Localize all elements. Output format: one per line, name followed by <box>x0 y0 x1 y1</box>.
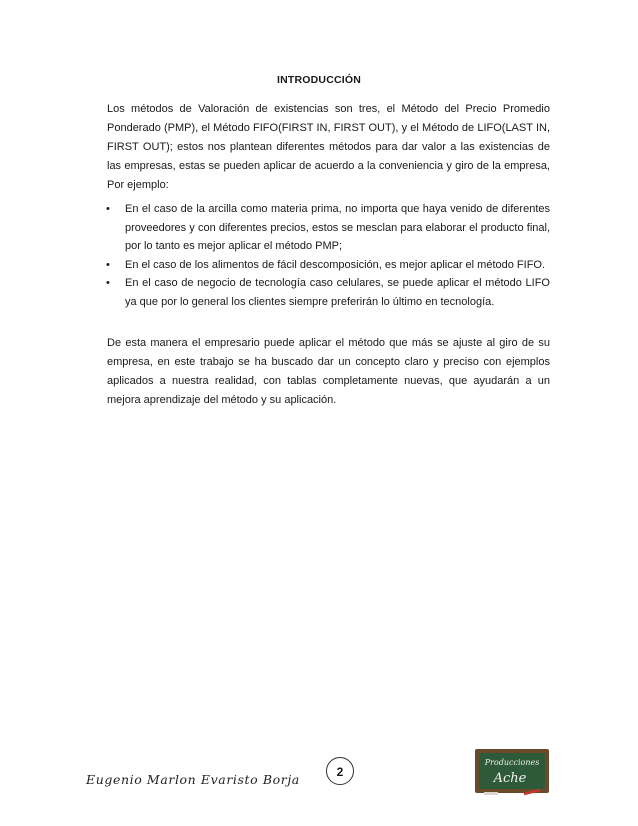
bullet-list <box>107 200 550 311</box>
list-item <box>107 200 550 256</box>
page-title: INTRODUCCIÓN <box>276 74 362 86</box>
page-number: 2 <box>326 757 354 785</box>
list-item <box>107 274 550 311</box>
footer-author: Eugenio Marlon Evaristo Borja <box>86 772 300 787</box>
closing-paragraph: De esta manera el empresario puede aplicar el método que más se ajuste al giro de su empresa, en este trabajo se ha buscado dar un concepto claro y preciso con ejemplos aplicados a nuestra realidad, con tablas completamente nuevas, que ayudarán a un mejora aprendizaje del método y su aplicación. <box>107 337 550 406</box>
bullet-icon: • <box>106 258 110 271</box>
list-item <box>107 256 550 275</box>
chalk-eraser-icon <box>484 792 498 795</box>
intro-paragraph <box>107 100 550 195</box>
logo-text-top: Producciones <box>484 758 540 767</box>
bullet-icon: • <box>106 277 110 289</box>
list-item-text: En el caso de negocio de tecnología caso celulares, se puede aplicar el método LIFO ya que por lo general los clientes siempre preferirán lo último en tecnología. <box>125 277 550 308</box>
intro-text: Los métodos de Valoración de existencias son tres, el Método del Precio Promedio Ponderado (PMP), el Método FIFO(FIRST IN, FIRST OUT), y el Método de LIFO(LAST IN, FIRST OUT); estos nos plantean diferentes métodos para dar valor a las existencias de las empresas, estas se pueden aplicar de acuerdo a la conveniencia y giro de la empresa, Por ejemplo: <box>107 103 550 191</box>
logo-text-bottom: Ache <box>493 771 527 786</box>
bullet-icon: • <box>106 203 110 215</box>
list-item-text: En el caso de la arcilla como materia prima, no importa que haya venido de diferentes proveedores y con diferentes precios, estos se mesclan para elaborar el producto final, por lo tanto es mejor aplicar el método PMP; <box>125 203 550 252</box>
chalkboard-logo-icon <box>474 748 550 798</box>
list-item-text: En el caso de los alimentos de fácil descomposición, es mejor aplicar el método FIFO. <box>125 258 546 271</box>
